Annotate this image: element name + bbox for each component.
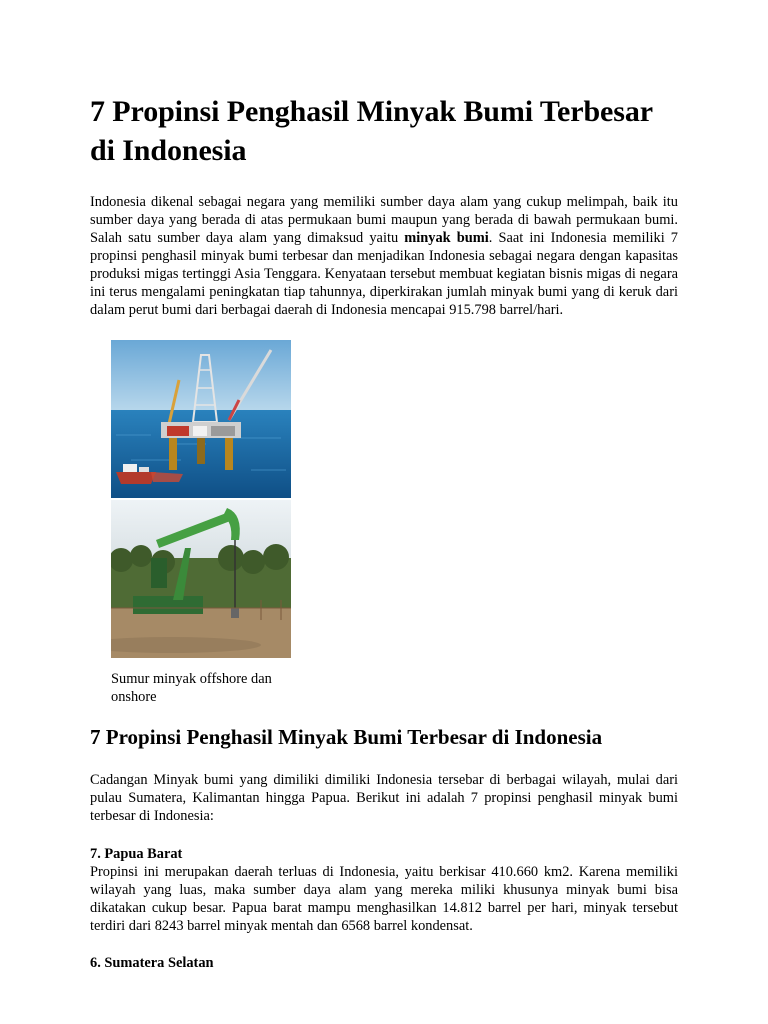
article-body [90, 92, 678, 972]
offshore-rig-photo [111, 340, 291, 498]
intro-paragraph [90, 193, 678, 319]
figure-caption: Sumur minyak offshore dan onshore [111, 671, 272, 705]
item-body-papua-barat: Propinsi ini merupakan daerah terluas di Indonesia, yaitu berkisar 410.660 km2. Karena memiliki wilayah yang luas, maka sumber daya alam yang mereka miliki khusunya minyak bumi bisa dikatakan cukup besar. Papua barat mampu menghasilkan 14.812 barrel per hari, minyak tersebut terdiri dari 8243 barrel minyak mentah dan 6568 barrel kondensat. [90, 864, 678, 934]
section-heading: 7 Propinsi Penghasil Minyak Bumi Terbesar di Indonesia [90, 725, 603, 749]
oil-well-figure [111, 340, 291, 706]
item-heading-papua-barat: 7. Papua Barat [90, 846, 183, 862]
intro-text-start: Indonesia dikenal sebagai negara yang memiliki sumber daya alam yang cukup melimpah, baik itu sumber daya yang berada di atas permukaan bumi maupun yang berada di bawah permukaan bumi. Salah satu sumber daya alam yang dimaksud yaitu [90, 194, 678, 246]
article-title: 7 Propinsi Penghasil Minyak Bumi Terbesar di Indonesia [90, 95, 653, 167]
intro-bold-keyword: minyak bumi [404, 230, 489, 246]
item-heading-sumatera-selatan: 6. Sumatera Selatan [90, 955, 214, 971]
section-intro-paragraph: Cadangan Minyak bumi yang dimiliki dimiliki Indonesia tersebar di berbagai wilayah, mulai dari pulau Sumatera, Kalimantan hingga Papua. Berikut ini adalah 7 propinsi penghasil minyak bumi terbesar di Indonesia: [90, 772, 678, 824]
onshore-pumpjack-photo [111, 500, 291, 658]
intro-text-end: . Saat ini Indonesia memiliki 7 propinsi penghasil minyak bumi terbesar dan menjadikan Indonesia sebagai negara dengan kapasitas produksi migas tertinggi Asia Tenggara. Kenyataan tersebut membuat kegiatan bisnis migas di negara ini terus mengalami peningkatan tiap tahunnya, diperkirakan jumlah minyak bumi yang di keruk dari dalam perut bumi dari berbagai daerah di Indonesia mencapai 915.798 barrel/hari. [90, 230, 678, 318]
